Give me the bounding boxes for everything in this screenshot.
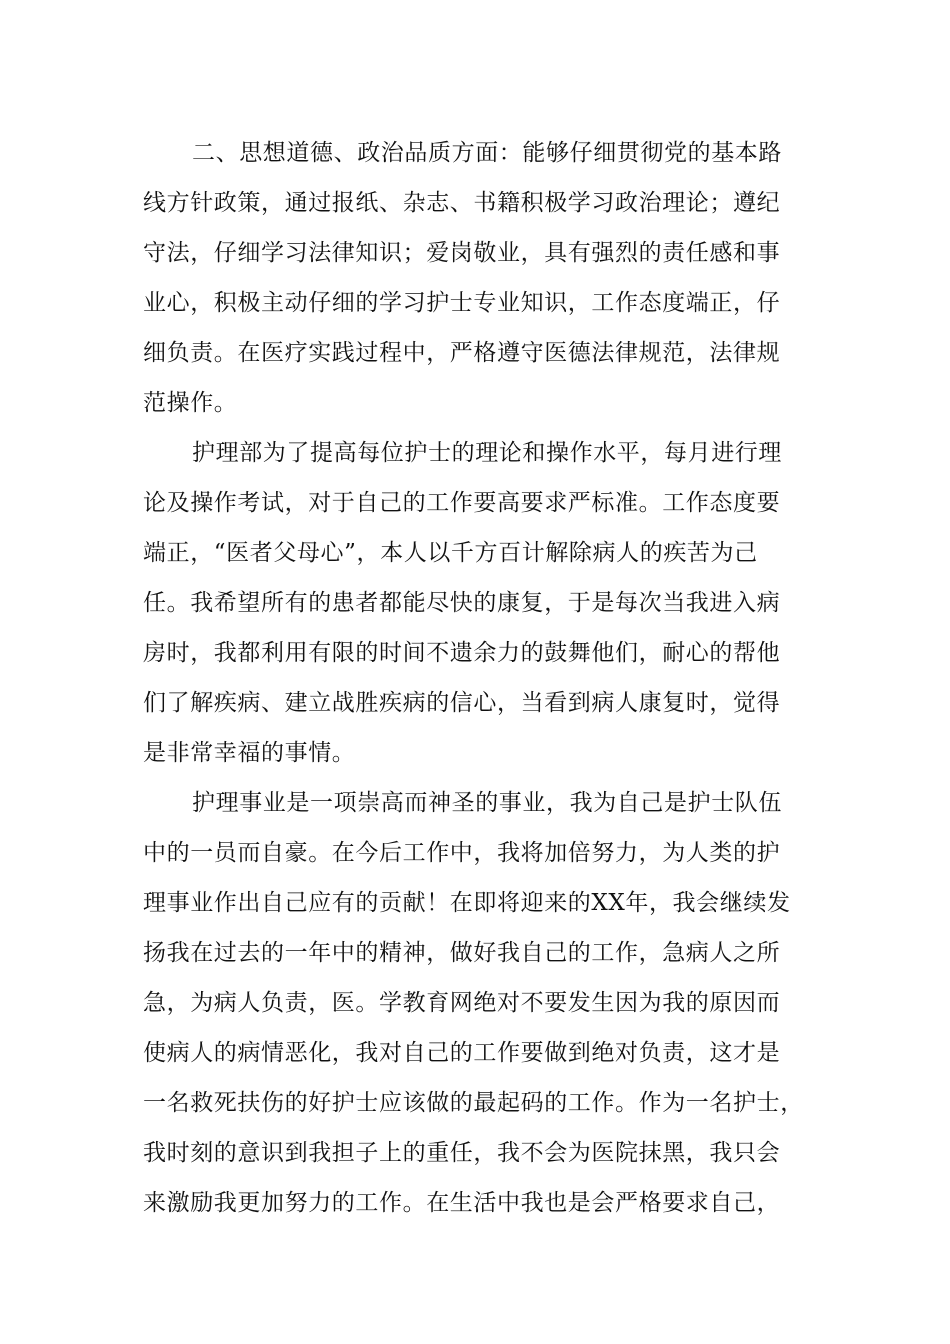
text-line: 一名救死扶伤的好护士应该做的最起码的工作。作为一名护士，	[143, 1090, 804, 1116]
text-line: 来激励我更加努力的工作。在生活中我也是会严格要求自己，	[143, 1190, 781, 1216]
text-line: 范操作。	[143, 390, 238, 416]
text-line: 扬我在过去的一年中的精神，做好我自己的工作，急病人之所	[143, 940, 781, 966]
paragraph-3	[143, 778, 823, 1228]
text-line: 二、思想道德、政治品质方面：能够仔细贯彻党的基本路	[192, 140, 782, 166]
text-line: 房时，我都利用有限的时间不遗余力的鼓舞他们，耐心的帮他	[143, 640, 781, 666]
paragraph-1	[143, 128, 823, 428]
text-line: 守法，仔细学习法律知识；爱岗敬业，具有强烈的责任感和事	[143, 240, 781, 266]
text-line: 业心，积极主动仔细的学习护士专业知识，工作态度端正，仔	[143, 290, 781, 316]
paragraph-2	[143, 428, 823, 778]
text-line: 护理事业是一项崇高而神圣的事业，我为自己是护士队伍	[192, 790, 782, 816]
text-line: 任。我希望所有的患者都能尽快的康复，于是每次当我进入病	[143, 590, 781, 616]
text-line: 们了解疾病、建立战胜疾病的信心，当看到病人康复时，觉得	[143, 690, 781, 716]
document-body	[143, 128, 823, 1228]
text-line: 是非常幸福的事情。	[143, 740, 356, 766]
text-line: 细负责。在医疗实践过程中，严格遵守医德法律规范，法律规	[143, 340, 781, 366]
text-line: 端正，“医者父母心”，本人以千方百计解除病人的疾苦为己	[143, 540, 758, 566]
text-line: 论及操作考试，对于自己的工作要高要求严标准。工作态度要	[143, 490, 781, 516]
text-line: 理事业作出自己应有的贡献！在即将迎来的XX年，我会继续发	[143, 890, 791, 916]
text-line: 线方针政策，通过报纸、杂志、书籍积极学习政治理论；遵纪	[143, 190, 781, 216]
text-line: 使病人的病情恶化，我对自己的工作要做到绝对负责，这才是	[143, 1040, 781, 1066]
text-line: 急，为病人负责，医。学教育网绝对不要发生因为我的原因而	[143, 990, 781, 1016]
text-line: 我时刻的意识到我担子上的重任，我不会为医院抹黑，我只会	[143, 1140, 781, 1166]
text-line: 护理部为了提高每位护士的理论和操作水平，每月进行理	[192, 440, 782, 466]
text-line: 中的一员而自豪。在今后工作中，我将加倍努力，为人类的护	[143, 840, 781, 866]
